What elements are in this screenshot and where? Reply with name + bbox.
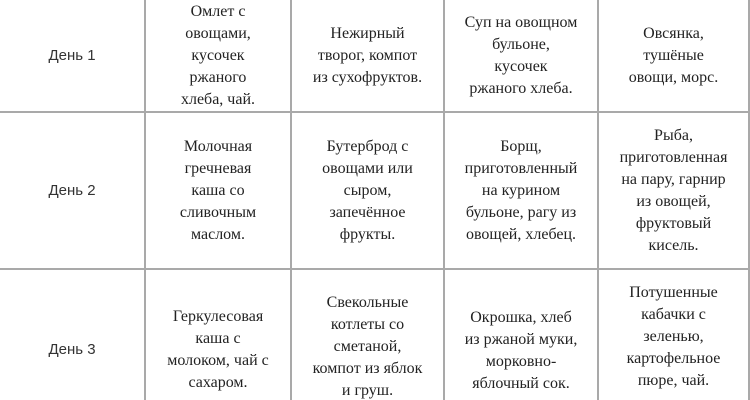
day-label: День 3 bbox=[48, 340, 96, 358]
meal-cell: Свекольные котлеты со сметаной, компот из яблок и груш. bbox=[312, 294, 423, 399]
meal-cell: Омлет с овощами, кусочек ржаного хлеба, чай. bbox=[180, 2, 256, 108]
meal-cell: Рыба, приготовленная на пару, гарнир из овощей, фруктовый кисель. bbox=[619, 126, 728, 254]
meal-cell: Нежирный творог, компот из сухофруктов. bbox=[312, 24, 423, 86]
meal-cell: Окрошка, хлеб из ржаной муки, морковно- яблочный сок. bbox=[464, 309, 578, 392]
meal-cell: Борщ, приготовленный на курином бульоне, рагу из овощей, хлебец. bbox=[464, 137, 578, 243]
meal-cell: Геркулесовая каша с молоком, чай с сахаром. bbox=[167, 308, 269, 391]
meal-cell: Молочная гречневая каша со сливочным маслом. bbox=[179, 137, 257, 243]
meal-cell: Бутерброд с овощами или сыром, запечённое фрукты. bbox=[322, 137, 413, 243]
meal-cell: Суп на овощном бульоне, кусочек ржаного хлеба. bbox=[464, 13, 578, 97]
meal-cell: Потушенные кабачки с зеленью, картофельное пюре, чай. bbox=[626, 284, 721, 389]
meal-cell: Овсянка, тушёные овощи, морс. bbox=[628, 24, 719, 86]
day-label: День 1 bbox=[48, 47, 96, 64]
day-label: День 2 bbox=[48, 182, 96, 199]
